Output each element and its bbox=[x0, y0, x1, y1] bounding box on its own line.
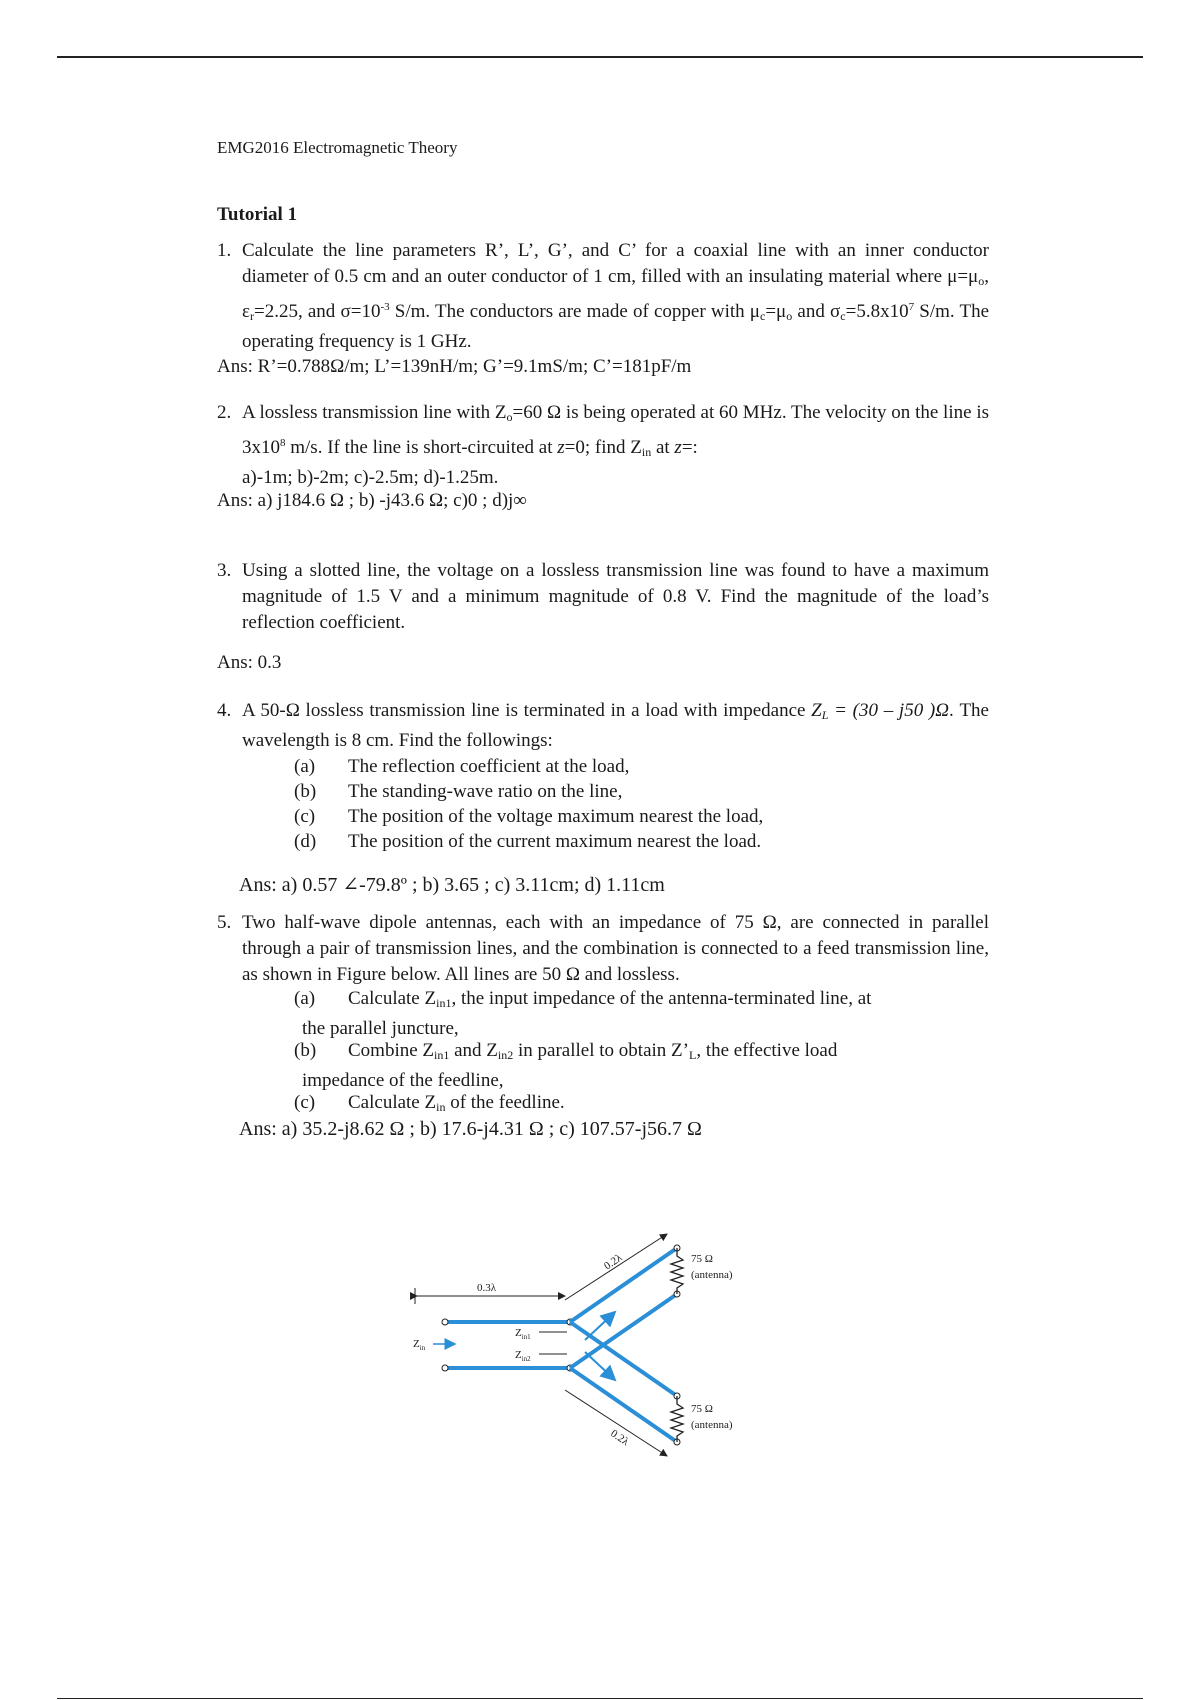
q5-item-c: (c) Calculate Zin of the feedline. bbox=[294, 1092, 565, 1114]
upper-length-label: 0.2λ bbox=[601, 1251, 625, 1273]
zin1-label: $Z_{in1}$ bbox=[515, 1327, 531, 1341]
terminal-node bbox=[442, 1319, 448, 1325]
question-2 bbox=[217, 400, 989, 491]
bottom-rule bbox=[57, 1698, 1143, 1699]
answer-5: Ans: a) 35.2-j8.62 Ω ; b) 17.6-j4.31 Ω ; c) 107.57-j56.7 Ω bbox=[239, 1118, 702, 1140]
load-lower-label: 75 Ω bbox=[691, 1403, 713, 1415]
load-lower-note: (antenna) bbox=[691, 1419, 733, 1431]
question-text: A 50-Ω lossless transmission line is terminated in a load with impedance ZL = (30 – j50 )Ω. The wavelength is 8 cm. Find the followings: bbox=[242, 700, 989, 751]
question-text: A lossless transmission line with Zo=60 Ω is being operated at 60 MHz. The velocity on the line is $3x10^8$ m/s. If the line is short-circuited at z=0; find Zin at z=: a)-1m; b)-2m; c)-2.5m; d)-1.25m. bbox=[242, 402, 989, 488]
feed-length-label: 0.3λ bbox=[477, 1282, 497, 1294]
q4-item-d: (d) The position of the current maximum nearest the load. bbox=[294, 831, 762, 852]
transmission-line-figure bbox=[415, 1240, 785, 1530]
tutorial-heading: Tutorial 1 bbox=[217, 204, 298, 225]
answer-4: Ans: a) 0.57 ∠-79.8º ; b) 3.65 ; c) 3.11cm; d) 1.11cm bbox=[239, 874, 665, 896]
top-rule bbox=[57, 56, 1143, 58]
resistor-lower bbox=[671, 1396, 683, 1442]
q4-item-a: (a) The reflection coefficient at the load, bbox=[294, 756, 630, 777]
question-3 bbox=[217, 558, 989, 636]
lower-length-label: 0.2λ bbox=[608, 1427, 631, 1449]
question-text: Calculate the line parameters R’, L’, G’, and C’ for a coaxial line with an inner conductor diameter of 0.5 cm and an outer conductor of 1 cm, filled with an insulating material where μ=μo, εr=2.25, and $\sigma=10^{-3}$ S/m. The conductors are made of copper with μc=μo and $\sigma c=5.8x10^7$ S/m. The operating frequency is 1 GHz. bbox=[242, 240, 990, 352]
question-text: Two half-wave dipole antennas, each with an impedance of 75 Ω, are connected in parallel through a pair of transmission lines, and the combination is connected to a feed transmission line, as shown in Figure below. All lines are 50 Ω and lossless. bbox=[242, 912, 989, 985]
q5-item-b: (b) Combine Zin1 and Zin2 in parallel to obtain Z’L, the effective load impedance of the feedline, bbox=[294, 1040, 838, 1091]
load-upper-note: (antenna) bbox=[691, 1269, 733, 1281]
question-number: 3. bbox=[217, 560, 232, 581]
resistor-upper bbox=[671, 1248, 683, 1294]
upper-branch-line bbox=[570, 1248, 677, 1368]
question-number: 2. bbox=[217, 402, 232, 423]
answer-2: Ans: a) j184.6 Ω ; b) -j43.6 Ω; c)0 ; d)j∞ bbox=[217, 490, 527, 511]
answer-1: Ans: R’=0.788Ω/m; L’=139nH/m; G’=9.1mS/m; C’=181pF/m bbox=[217, 356, 692, 377]
question-5 bbox=[217, 910, 989, 988]
terminal-node bbox=[442, 1365, 448, 1371]
question-4 bbox=[217, 698, 989, 754]
zin-label: $Z_{in}$ bbox=[413, 1338, 426, 1352]
question-number: 4. bbox=[217, 700, 232, 721]
direction-arrow bbox=[585, 1312, 615, 1340]
q4-item-c: (c) The position of the voltage maximum nearest the load, bbox=[294, 806, 764, 827]
q4-item-b: (b) The standing-wave ratio on the line, bbox=[294, 781, 623, 802]
answer-3: Ans: 0.3 bbox=[217, 652, 282, 673]
feed-line bbox=[445, 1322, 570, 1368]
question-1 bbox=[217, 238, 989, 355]
q5-item-a: (a) Calculate Zin1, the input impedance of the antenna-terminated line, at the parallel juncture, bbox=[294, 988, 872, 1039]
course-title: EMG2016 Electromagnetic Theory bbox=[217, 138, 458, 157]
question-number: 5. bbox=[217, 912, 232, 933]
question-number: 1. bbox=[217, 240, 232, 261]
zin2-label: $Z_{in2}$ bbox=[515, 1349, 531, 1363]
question-text: Using a slotted line, the voltage on a lossless transmission line was found to have a maximum magnitude of 1.5 V and a minimum magnitude of 0.8 V. Find the magnitude of the load’s reflection coefficient. bbox=[242, 560, 989, 633]
direction-arrow bbox=[585, 1352, 615, 1380]
load-upper-label: 75 Ω bbox=[691, 1253, 713, 1265]
